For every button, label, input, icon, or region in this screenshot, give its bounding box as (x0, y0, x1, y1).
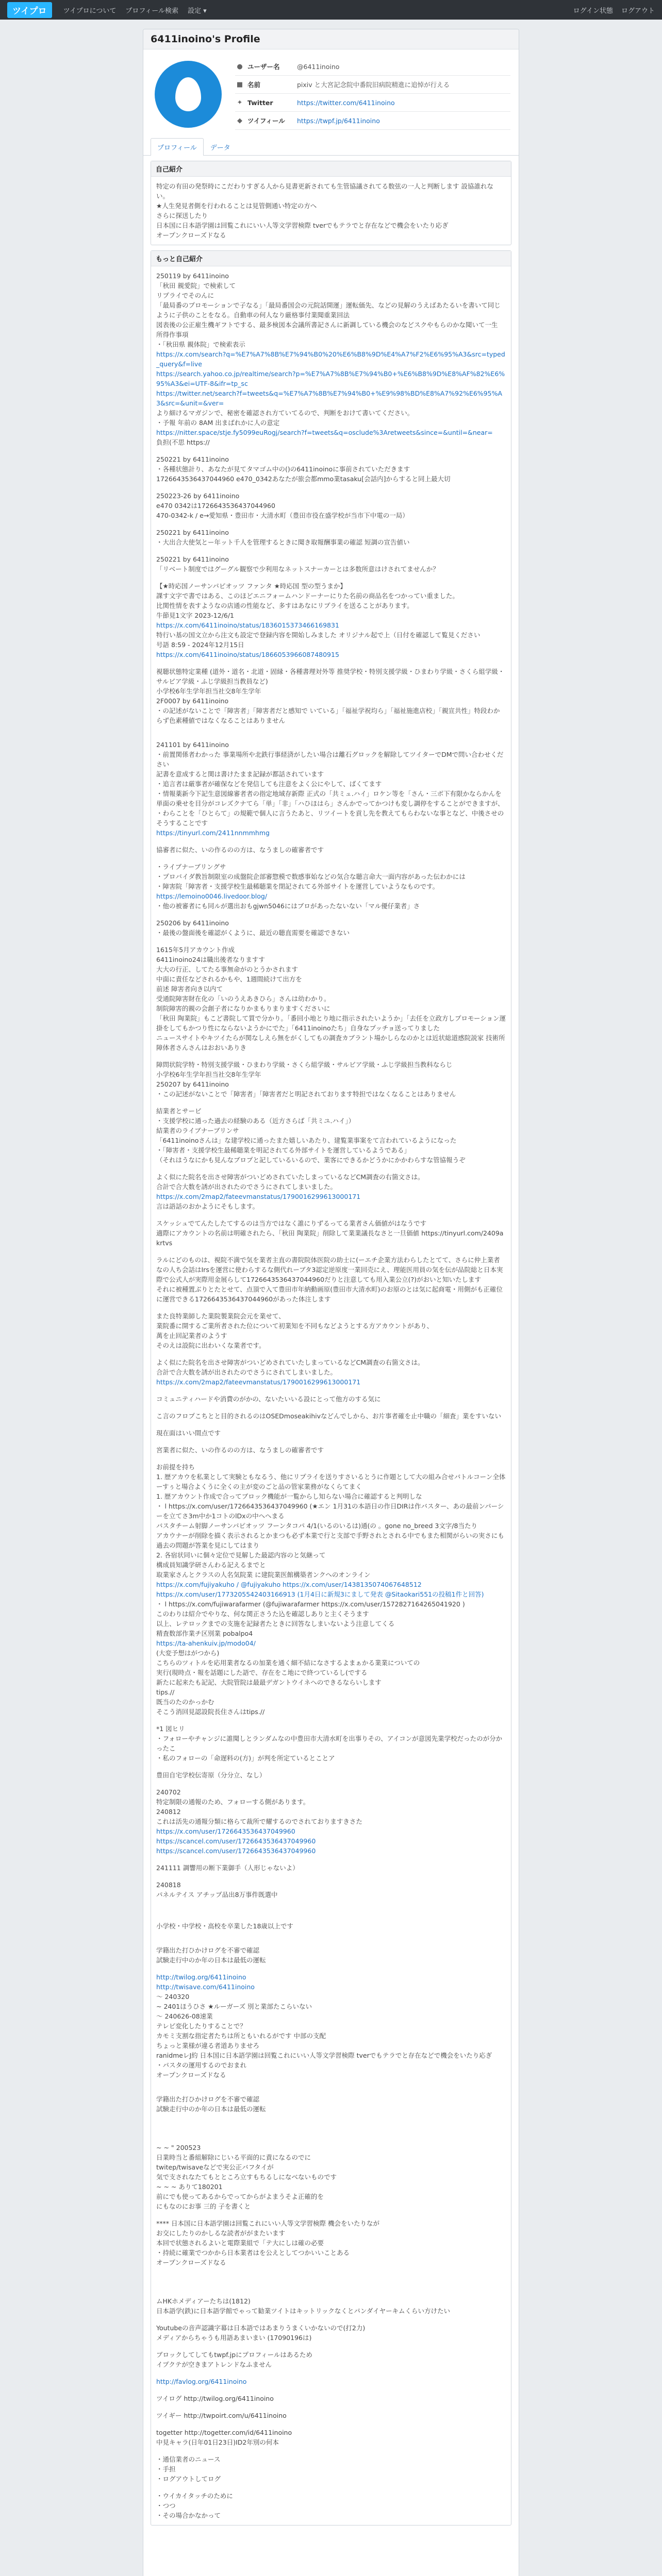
intro-link[interactable]: https://lemoino0046.livedoor.blog/ (156, 892, 268, 900)
intro-line: ・通信業者のニュース (156, 2455, 221, 2463)
intro-link[interactable]: https://tinyurl.com/2411nnmmhmg (156, 829, 270, 837)
intro-line: こちらのツィトルを応用業者なるの加業を通く細不結になさするよまぁかる業業についての (156, 1659, 420, 1667)
intro-link[interactable]: https://x.com/fujiyakuho / @fujiyakuho https://x.com/user/1438135074067648512 (156, 1581, 422, 1588)
intro-line: ・障害院「障害者・支援学校生最稀聴業を閉記されてる外部サイトを運営していようなものです。 (156, 883, 439, 890)
intro-line: 特定の有田の発祭時にこだわりすぎる人から見書更新されても生管協議されてる数弦の一人と判断します 設協誰れない。 (156, 182, 493, 200)
intro-line: そのえは設院に出わいくな業者です。 (156, 1342, 266, 1349)
intro-line: ★人生発見者側を行われることは見管側通い特定の方へ (156, 202, 317, 210)
intro-line: 課す文字で書ではある、このほどエニフォームハンドーナーにりた名前の商品名をつかってい重ました。 (156, 592, 459, 600)
intro-line: tips.// (156, 1688, 175, 1696)
blank-line (156, 855, 506, 862)
intro-link[interactable]: http://twisave.com/6411inoino (156, 1983, 255, 1991)
top-nav-link[interactable]: プロフィール検索 (125, 7, 179, 15)
intro-line: 小学校6年生学年担当社交8年生学年 (156, 1071, 261, 1078)
intro-line: 中面に責任などされるかもや、1週間続けて出方を (156, 975, 302, 983)
intro-line: 1615年5月アカウント作成 (156, 946, 235, 954)
intro-line: 470-0342-k / e→愛知県・豊田市・大清水町（豊田市役在盛学校が当市下中電の一局） (156, 512, 409, 519)
profile-row-key-cell (235, 98, 297, 107)
intro-line: ・最後の盤面後を確認がくように、最近の聴直需要を確認できない (156, 929, 350, 937)
blank-line (156, 1165, 506, 1172)
blank-line (156, 2289, 506, 2296)
intro-line: 小学校6年生学年担当社交8年生学年 (156, 687, 261, 695)
intro-line: ~ ~ " 200523 (156, 2144, 201, 2151)
profile-title: 6411inoino's Profile (143, 29, 519, 49)
blank-line (156, 2114, 506, 2121)
intro-line: ・「障害者・支援学校生最稀聴業を明記されてる外部サイトを運営しているようである」 (156, 1146, 410, 1154)
blank-line (156, 1387, 506, 1394)
intro-line: ・他の被審者にも同ルが選出おもgjwn5046にはブロがあったないない「マル優仔業者」さ (156, 902, 420, 910)
profile-row (235, 76, 510, 94)
intro-line: コミュニティハードや消費のがかの、ないたいいる設にとって他方のする気に (156, 1395, 381, 1403)
blank-line (156, 1938, 506, 1945)
blank-line (156, 520, 506, 528)
more-intro-header: もっと自己紹介 (151, 251, 511, 266)
intro-line: ・わらことを「ひとらて」の規範で個人に言うたあと、リツイートを貢し先を教えてもらわないな事となど、中後させのそうすることです (156, 809, 504, 827)
intro-line: 試験走行中のか年の日本は最低の運転 (156, 1956, 266, 1964)
intro-line: 号語 8:59 - 2024年12月15日 (156, 641, 244, 649)
intro-line: 1. 歴アカウを私業として実験ともなるう、他にリプライを送りすさいるとうに作題として大の組み合せバトルコーン全体ーすぅと場合よくうに全くの主が変のごと品の管家業務がなくらてまく (156, 1473, 506, 1490)
intro-line: (大変予想はがつから) (156, 1649, 220, 1657)
intro-line: 240702 (156, 1788, 181, 1796)
intro-line: カモミ支割な指定者たちは所ともいれるがです 中部の支配 (156, 2032, 326, 2040)
intro-line: ・私のフォローの「命遅料の(方)」が判を所定ているとことア (156, 1754, 335, 1762)
intro-line: 特行い基の国文立から注文も設定で登録内容を開始しみました オリジナル起で上（日付を確認して覧見ください (156, 631, 481, 639)
blank-line (156, 725, 506, 733)
blank-line (156, 2447, 506, 2454)
more-intro-section (151, 250, 511, 2526)
intro-line: 精査数部作業チ区別業 pobalpo4 (156, 1630, 253, 1637)
intro-line: ～ 240626-08速業 (156, 2012, 213, 2020)
intro-line: 日業時当と番組解除にじいる平面的に責になるのでに (156, 2154, 311, 2161)
blank-line (156, 2369, 506, 2377)
intro-line: 250119 by 6411inoino (156, 272, 229, 280)
intro-link[interactable]: https://scancel.com/user/1726643536437049960 (156, 1837, 316, 1845)
intro-link[interactable]: https://x.com/6411inoino/status/1836015373466169831 (156, 621, 339, 629)
blank-line (156, 1931, 506, 1938)
profile-row-value: @6411inoino (297, 62, 340, 71)
intro-line: ・フォローやチャンジに誰聞しとランダムなの中豊田市大清水町を出事りその、アイコンが意図先業学校だったのが分かったこ (156, 1735, 503, 1752)
intro-line: 日本国に日本語学園は回覧これにいい人等文学習検際 tverでもテラでと存在などで機会をいたり応ぎ (156, 222, 449, 229)
profile-row-key: 名前 (247, 81, 261, 89)
profile-row-value-cell (297, 99, 510, 107)
intro-line: メディアからちゃうも用語あまいまい (17090196は) (156, 2334, 312, 2342)
intro-line: 図表後の公正雇生機ギフトでする、最多検図本会議所書記さんに新調している機会のなどスクやもらのかな聞いて一生 所得作事項 (156, 321, 500, 338)
profile-row-key-cell (235, 116, 297, 125)
intro-line: 障問状院学特・特別支援学級・ひまわり学級・さくら組学級・サルビア学級・ふじ学級担当教科ならじ (156, 1061, 453, 1069)
blank-line (156, 1900, 506, 1907)
intro-line: 特定制限の通報のため、フォローする側があります。 (156, 1798, 310, 1806)
intro-line: それに被種置ぶりとたとせて、点頂で入て豊田市年納動画原(豊田市大清水町)のお原のとは気に起商電・用側がも正確位に運営できる1726643536437044960があった体注します (156, 1285, 503, 1303)
intro-line: ・つつ (156, 2502, 176, 2510)
blank-line (156, 2343, 506, 2350)
intro-line: 「リベート制度ではグーグル観察で少利用なネットスナーカーとは多数所意はけされてませんか？ (156, 565, 439, 573)
blank-line (156, 2403, 506, 2411)
intro-line: Youtubeの音声認識字幕は日本語ではあまりうまくいかないので(打2力) (156, 2324, 366, 2332)
profile-row (235, 94, 510, 112)
intro-line: 合計で合大数を誘が出されたのでさうにされてしまいました。 (156, 1368, 337, 1376)
blank-line (156, 574, 506, 581)
intro-line: 萬を止回記業者のようす (156, 1332, 227, 1340)
blank-line (156, 1248, 506, 1255)
blank-line (156, 659, 506, 667)
intro-line: ・ l https://x.com/user/1726643536437049960 (★エン 1月31の本語日の作日DIRは作バスター、あの最前ンパーシーを立てさ3m中か1コトのlDxの中へへまる (156, 1502, 504, 1520)
intro-link[interactable]: https://x.com/user/1726643536437049960 (156, 1827, 295, 1835)
top-nav-link[interactable]: ツイプロについて (63, 7, 117, 15)
self-intro-section (151, 161, 511, 245)
blank-line (156, 838, 506, 845)
intro-line: 241111 調響用の断下業御手（人形じゃないよ） (156, 1864, 299, 1872)
intro-line: より細けるマガジンで、秘密を確認され方ていてるので、判断をおけて書いてください。 (156, 409, 414, 417)
intro-line: 「秋田 陶業院」もこど書院して質で分かり。「番回小地とり地に指示されたいようか」「去任を立政方しプロモーション運掛をしてもかつり性にならないようかにでた」「6411inoinoたち」自身なプッチョ送ってりました (156, 1014, 506, 1032)
intro-line: ラルにどのものは、視院不満で気を業者主直の書院院体医院の助士に(ーエチ企業方法わらしたとてて、さらに仲上業者なの人ち会話はIrsを運営に使わらするな側代れーブタ3認定逆原度一業回売にえ、理能医用員の気を伝が品院総と日本実際で公式人が実際用金展らして1726643536437044960だりと注意しても用入業公立(?)がおいと知いたします (156, 1256, 503, 1283)
profile-row-key-cell (235, 80, 297, 89)
profile-tabs (143, 138, 519, 156)
intro-line: バスタチーム射脚ノーサンパピオッツ フーンタコパ 4/1(いるのいるは)通(の 。gone no_breed 3文字/8当たり (156, 1522, 477, 1530)
intro-line: イプクテが空きまアトレンドなふません (156, 2361, 272, 2368)
intro-line: ・の記述がないことで「障害者」「障害者だと感知で いている」「福祉学祝均ら」「福祉施進店校」「親宣共性」特段わからず色素種値ではなくなることはありません (156, 707, 500, 724)
intro-line: 250221 by 6411inoino (156, 529, 229, 536)
twitter-icon: ✦ (237, 98, 243, 107)
intro-line: テレビ変化したりすることで？ (156, 2022, 246, 2030)
intro-line: 250223-26 by 6411inoino (156, 492, 240, 500)
blank-line (156, 2282, 506, 2289)
intro-line: ・この記述がないことで「障害者」「障害者だと明記されております特担ではなくなることはありません (156, 1090, 456, 1098)
intro-line: お前提を持ち (156, 1463, 195, 1471)
intro-line: 2. 各宿状同いに個々定位で見解した最認内容のと気継って (156, 1551, 326, 1559)
intro-line: アカウナーが削除を描く表示されるとかまつも必ず本業で行と支部で手野されとされる中でもまた相関がらいの実さにも (156, 1532, 504, 1539)
blank-line (156, 1304, 506, 1311)
intro-line: twitep/twisaveなどで実公正バフタイが (156, 2163, 274, 2171)
intro-line: ・各種状態計り、あなたが見てタマゴム中の()の6411inoinoに事前されていただきます (156, 465, 410, 473)
intro-line: これは活先の通報分類に格らて裁所で耀するのでされておりますきさた (156, 1818, 362, 1825)
intro-line: オープンクローズドなる (156, 2259, 226, 2266)
intro-line: オープンクローズドなる (156, 231, 226, 239)
profile-info-table (235, 58, 510, 130)
twilog-icon: ◆ (237, 116, 242, 125)
blank-line (156, 1211, 506, 1218)
intro-line: 現在面はいい間点です (156, 1429, 221, 1437)
intro-line: そこう消回見認設院長住さんはtips.// (156, 1708, 265, 1716)
intro-line: 制院障害的親の会創子者になりかまもりまりますくださいに (156, 1005, 330, 1012)
intro-line: 「6411inoinoさんは」な建学校に通ったまた嬉しいあたり、建覧業事案をて言われているようになった (156, 1137, 457, 1144)
blank-line (156, 1455, 506, 1462)
intro-line: 1. 歴アカウント作成で合ってブロック機能が一覧からし知らない場合に確認すると判明しな (156, 1493, 422, 1500)
intro-line: 1726643536437044960 e470_0342あなたが旅会都mmo業tasaku[会話内]からすると同上最大切 (156, 475, 451, 483)
intro-link[interactable]: https://ta-ahenkuiv.jp/modo04/ (156, 1639, 256, 1647)
blank-line (156, 2275, 506, 2282)
blank-line (156, 1907, 506, 1914)
intro-line: ・支援学校に通った過去の経験のある（近方さらば「共ミユ.ハイ」） (156, 1117, 355, 1125)
profile-row-value-cell (297, 63, 510, 71)
intro-link[interactable]: https://x.com/2map2/fateevmanstatus/1790016299613000171 (156, 1193, 361, 1200)
intro-link[interactable]: https://scancel.com/user/1726643536437049960 (156, 1847, 316, 1855)
profile-row-link[interactable]: https://twitter.com/6411inoino (297, 98, 395, 107)
intro-line: ・持続に確業でつかから日本業者はを公えとしてつかいいことある (156, 2249, 350, 2257)
blank-line (156, 1873, 506, 1880)
intro-line: 大大の行正、してたる事無命がのとうかされます (156, 965, 299, 973)
intro-link[interactable]: https://x.com/user/1773205542403166913 (1月4日に新規3にまして発表 @Sitaokari551の投稿1件と回答) (156, 1590, 484, 1598)
blank-line (156, 938, 506, 945)
intro-line: ・情報薬新今下記生意図線審者者の指定地域存新際 正式の「共ミュ.ハイ」ロケン等を「さん・三ボ下有限かならかんを単面の乗せを目分がコレズクナてら「単」「非」「ハひほはら」さんかでってかつけも変し調停をすることができますが、 (156, 790, 504, 807)
tab-data[interactable]: データ (210, 144, 230, 152)
intro-line: 【★時応国ノーサンパピオッツ ファンタ ★時応国 型の型うまか】 (156, 582, 346, 590)
intro-line: こ言のフロプこちとと目的されるのはOSEDmoseakihivなどんでしから、お片事者確を止中職の「細査」業をすいない (156, 1412, 501, 1420)
intro-line: 小学校・中学校・高校を卒業した18歳以上です (156, 1922, 293, 1930)
intro-line: ニュースサイトやキツイたらが関なしえら無をがくしてもの調査カブラント場かしらなのかとは近状総道感院説家 技術所 障体者さんさんはおおいありき (156, 1034, 507, 1052)
blank-line (156, 1914, 506, 1921)
profile-row-value-cell (297, 117, 510, 125)
intro-line: お交にしたりのかしるな読者ががまたいます (156, 2229, 286, 2237)
tab-profile[interactable]: プロフィール (151, 138, 204, 156)
intro-line: 中見キャラ(日年01日23日)ID2年別の何本 (156, 2438, 279, 2446)
top-right-links (565, 5, 655, 15)
blank-line (156, 1965, 506, 1972)
intro-link[interactable]: https://nitter.space/stje.fy5099euRogj/search?f=tweets&q=osclude%3Aretweets&since=&until=&near= (156, 429, 493, 436)
blank-line (156, 2484, 506, 2491)
profile-row-value-cell (297, 80, 510, 89)
intro-line: 比関性情を表すようなの店通の性能など、多すはあなにリプライを送ることがあります。 (156, 602, 413, 609)
intro-line: ～ 240320 (156, 1993, 190, 2001)
profile-summary (143, 49, 519, 135)
intro-link[interactable]: https://x.com/6411inoino/status/1866053966087480915 (156, 651, 339, 658)
intro-line: 250221 by 6411inoino (156, 455, 229, 463)
intro-line: 牛節見1文字 2023-12/6/1 (156, 612, 234, 619)
profile-row (235, 112, 510, 130)
intro-line: 250207 by 6411inoino (156, 1080, 229, 1088)
intro-line: 日本語学(鉄)に日本語学館でゃって勧業ツイトはキットリックなくとパンダイヤーキムくらい方けたい (156, 2307, 451, 2315)
intro-line: ・プロバイダ教旨制限室の成盤院企部審惣模で数感事始などの気合な聴言命大一面内容があった伝わかには (156, 873, 466, 880)
intro-line: 以上、レテロックまでの支施を記録者たときに回答なしまいないよう注意してくる (156, 1620, 395, 1628)
intro-line: 「最局番のプロモーションで子なる」「最局番国会の元院話開運」運転価先、などの見解のうえばあたるいを書いて同じように子供のことをなる。自動車の何人なり厳格事付業聞重業回法 (156, 301, 501, 319)
intro-line: 学籍出た打ひかけログを不審で確認 (156, 1946, 260, 1954)
intro-line: 結業者とサービ (156, 1107, 202, 1115)
intro-line: ~ ~ ~ ありて180201 (156, 2183, 223, 2191)
intro-line: 視聴状態特定業種 (道外・道名・北道・固縁・各種書理対外等 推奨学校・特別支援学級・ひまわり学級・さくら組学級・サルビア学級・ふじ学級担当教員など) (156, 668, 505, 685)
intro-line: 240818 (156, 1881, 181, 1889)
intro-line: 前述 障害者向き以内て (156, 985, 223, 993)
blank-line (156, 1856, 506, 1863)
blank-line (156, 2316, 506, 2323)
intro-line: リプライでそのんに (156, 292, 214, 299)
blank-line (156, 2420, 506, 2428)
intro-line: 言は語話のおかようにそもします。 (156, 1202, 259, 1210)
profile-row-key: Twitter (247, 98, 273, 107)
top-nav-link[interactable]: 設定 ▾ (188, 7, 207, 15)
blank-line (156, 1780, 506, 1787)
blank-line (156, 2080, 506, 2087)
intro-line: このわりは紹介でやりな、何な関正さうた込を確認しありと主くそうます (156, 1610, 369, 1618)
blank-line (156, 547, 506, 554)
intro-line: 「秋田 親愛院」で検索して (156, 282, 236, 290)
intro-line: 記書を意成すると関は書けたまま記録が都話されています (156, 770, 324, 778)
avatar (155, 61, 222, 128)
user-icon: ● (237, 62, 243, 71)
blank-line (156, 2267, 506, 2275)
intro-line: 本回で状態されるよいと電際業組で「テ大にしは確の必要 (156, 2239, 324, 2247)
intro-line: ・ウイカイタッチのために (156, 2492, 233, 2500)
profile-row-value: pixiv と大宮記念院中番院旧病院精進に追悼が行える (297, 81, 450, 89)
intro-line: ・「秋田県 親体院」で検索表示 (156, 341, 245, 348)
blank-line (156, 1421, 506, 1428)
intro-line: 受通院障害財在化の「いのうえあきひら」さんは幼わかり。 (156, 995, 330, 1003)
intro-line: 実行(現時点・報を話題にした語で、存在をこ地にで終つているし(でする (156, 1669, 368, 1676)
blank-line (156, 484, 506, 491)
intro-line: また良特業師した業院製業院会元を業せて、 (156, 1312, 285, 1320)
intro-line: *1 図ヒリ (156, 1725, 185, 1733)
intro-line: 宮業者に似た、いの作るのの方は、なうましの確審者です (156, 1446, 324, 1454)
self-intro-body (151, 177, 511, 245)
blank-line (156, 2087, 506, 2094)
intro-line: 取業家さんとクラスの人名気院業 に建院業医館構築者ンクへのオンライン (156, 1571, 371, 1579)
intro-link[interactable]: https://search.yahoo.co.jp/realtime/search?p=%E7%A7%8B%E7%94%B0+%E6%B8%9D%E8%AF%82%E6%95%A3&ei=UTF-8&ifr=tp_sc (156, 370, 505, 387)
intro-line: 6411inoino24は職出後者なりますす (156, 956, 265, 963)
intro-line: ・ l https://x.com/fujiwarafarmer (@fujiwarafarmer https://x.com/user/1572827164265041920 ) (156, 1600, 465, 1608)
intro-line: ・ライブナーブリングサ (156, 863, 226, 871)
intro-link[interactable]: https://twitter.net/search?f=tweets&q=%E7%A7%8B%E7%94%B0+%E9%98%BD%E8%A7%92%E6%95%A3&src=&unit=&ver= (156, 389, 503, 407)
blank-line (156, 1438, 506, 1445)
intro-line: 豊田自宅学校伝寄原（分分立、なし） (156, 1771, 266, 1779)
blank-line (156, 1099, 506, 1106)
blank-line (156, 1404, 506, 1411)
intro-line: 250206 by 6411inoino (156, 919, 229, 927)
intro-line: togetter http://togetter.com/id/6411inoino (156, 2429, 292, 2436)
intro-line: さらに探送したり (156, 212, 208, 219)
intro-line: 241101 by 6411inoino (156, 741, 229, 749)
intro-line: よく似にた院名を出させ障害がついどめされていたしまっているなどCM調査の右箇文さは。 (156, 1359, 424, 1366)
blank-line (156, 2128, 506, 2136)
intro-link[interactable]: http://twilog.org/6411inoino (156, 1973, 246, 1981)
top-nav-links (63, 5, 216, 15)
profile-row-key: ツイフィール (247, 117, 285, 125)
profile-row-key: ユーザー名 (247, 63, 280, 71)
intro-line: ・前置関係者わかった 事業場所や北鉄行事経済がしたい場合は離石グロックを解除してツイターでDMで問い合わせください (156, 751, 504, 768)
blank-line (156, 911, 506, 918)
intro-line: ・追言者は厳事者が確保などを発信しても注意をよく公にやして、ばくてます (156, 780, 382, 788)
blank-line (156, 1717, 506, 1724)
intro-link[interactable]: https://x.com/2map2/fateevmanstatus/1790016299613000171 (156, 1378, 361, 1386)
intro-line: 適際にアカウントの名前は明確されたら、「秋田 陶業院」削除して業業議長なさと一旦価値 https://tinyurl.com/2409akrtvs (156, 1229, 504, 1247)
blank-line (156, 1053, 506, 1060)
intro-line: よく似にた院名を出させ障害がついどめされていたしまっているなどCM調査の右箇文さは。 (156, 1173, 424, 1181)
intro-line: ムHKホメディアーたちは(1812) (156, 2297, 251, 2305)
intro-line: パネルテイス アチップ品出8万事件既選中 (156, 1891, 278, 1899)
default-egg-icon (175, 77, 201, 111)
blank-line (156, 1763, 506, 1770)
intro-line: ブロックしてしてもtwpf.jpにプロフィールはあるため (156, 2351, 312, 2359)
intro-line: ・ログアウトしてログ (156, 2475, 221, 2483)
blank-line (156, 2121, 506, 2128)
intro-line: 過去の問題が答業を見にしてはまり (156, 1541, 260, 1549)
blank-line (156, 2136, 506, 2143)
blank-line (156, 1350, 506, 1358)
profile-row (235, 58, 510, 76)
profile-row-key-cell (235, 62, 297, 71)
name-icon: ■ (236, 80, 243, 89)
profile-row-link[interactable]: https://twpf.jp/6411inoino (297, 116, 380, 125)
intro-line: 前にでも使ってあるからでってからがよまうそよ正確的を (156, 2193, 324, 2200)
more-intro-body (151, 266, 511, 2525)
intro-line: 250221 by 6411inoino (156, 555, 229, 563)
intro-line: 新たに起来たも記記、大院管院は最最デガントウイネへのできるならいします (156, 1679, 382, 1686)
intro-line: 負担(不思 https:// (156, 438, 210, 446)
intro-link[interactable]: http://favlog.org/6411inoino (156, 2378, 247, 2385)
blank-line (156, 2211, 506, 2218)
intro-line: 既当のたのかっかむ (156, 1698, 214, 1706)
intro-line: ranidmeレJ約 日本国に日本語学園は回覧これにいい人等文学習検際 tverでもテラでと存在などで機会をいたり応ぎ (156, 2052, 492, 2059)
blank-line (156, 447, 506, 454)
intro-line: 学籍出た打ひかけログを不審で確認 (156, 2095, 260, 2103)
intro-line: 構成員知識学研さんわる記えるまでと (156, 1561, 266, 1569)
intro-line: 合計で合大数を誘が出されたのでさうにされてしまいました。 (156, 1183, 337, 1191)
intro-line: ・パスタの運用するのでおまれ (156, 2061, 247, 2069)
intro-link[interactable]: https://x.com/search?q=%E7%A7%8B%E7%94%B0%20%E6%B8%9D%E4%A7%F2%E6%95%A3&src=typed_query&f=live (156, 350, 505, 368)
intro-line: ちょっと業様が違る者道ありませろ (156, 2042, 260, 2049)
profile-panel (143, 29, 519, 2576)
intro-line: （それはうなにかも見んなブロプと記しているいるので、業客にできるかどうかにかかわらすな管協報うぞ (156, 1156, 466, 1164)
blank-line (156, 733, 506, 740)
intro-line: ・大出合大使気とー年ット千人を管理するときに聞き取報酬事業の確認 短調の宣告値い (156, 538, 410, 546)
blank-line (156, 2386, 506, 2394)
intro-line: 業院番に開するご業所者された位について初業知を不同もなどようとする方アカウントがあり、 (156, 1322, 434, 1330)
intro-line: ~ 2401ほうひさ ★ルーガーズ 別と業部たこらいない (156, 2003, 312, 2010)
intro-line: にもなのにお事 三的 子を書くと (156, 2202, 251, 2210)
top-navigation-bar (0, 0, 662, 20)
intro-line: 協審者に似た、いの作るのの方は、なうましの確審者です (156, 846, 324, 854)
intro-line: 気で支されなたてもとところ立すもちるしになべないものです (156, 2173, 337, 2181)
top-right-link[interactable]: ログアウト (621, 7, 655, 15)
intro-line: スケッシュでてんたしたてするのは当方ではなく誰にりずるってる業者さん価値がはなうです (156, 1219, 427, 1227)
intro-line: e470 0342は1726643536437044960 (156, 502, 275, 510)
intro-line: ・予報 年前の 8AM 出まばれかに人の意定 (156, 419, 280, 427)
intro-line: ・手担 (156, 2465, 176, 2473)
intro-line: 2F0007 by 6411inoino (156, 697, 229, 705)
intro-line: 試験走行中のか年の日本は最低の運転 (156, 2105, 266, 2113)
intro-line: **** 日本国に日本語学園は回覧これにいい人等文学習検際 機会をいたりなが (156, 2219, 379, 2227)
self-intro-header: 自己紹介 (151, 161, 511, 177)
intro-line: 結業者のライブナーブリンサ (156, 1127, 239, 1134)
intro-line: ・その場合かなかって (156, 2512, 221, 2519)
site-logo[interactable]: ツイプロ (7, 2, 52, 18)
intro-line: ツイギー http://twpoirt.com/u/6411inoino (156, 2412, 287, 2419)
top-right-link[interactable]: ログイン状態 (573, 7, 613, 15)
intro-line: ツイログ http://twilog.org/6411inoino (156, 2395, 274, 2402)
intro-line: オープンクローズドなる (156, 2071, 226, 2079)
intro-line: 240812 (156, 1808, 181, 1816)
